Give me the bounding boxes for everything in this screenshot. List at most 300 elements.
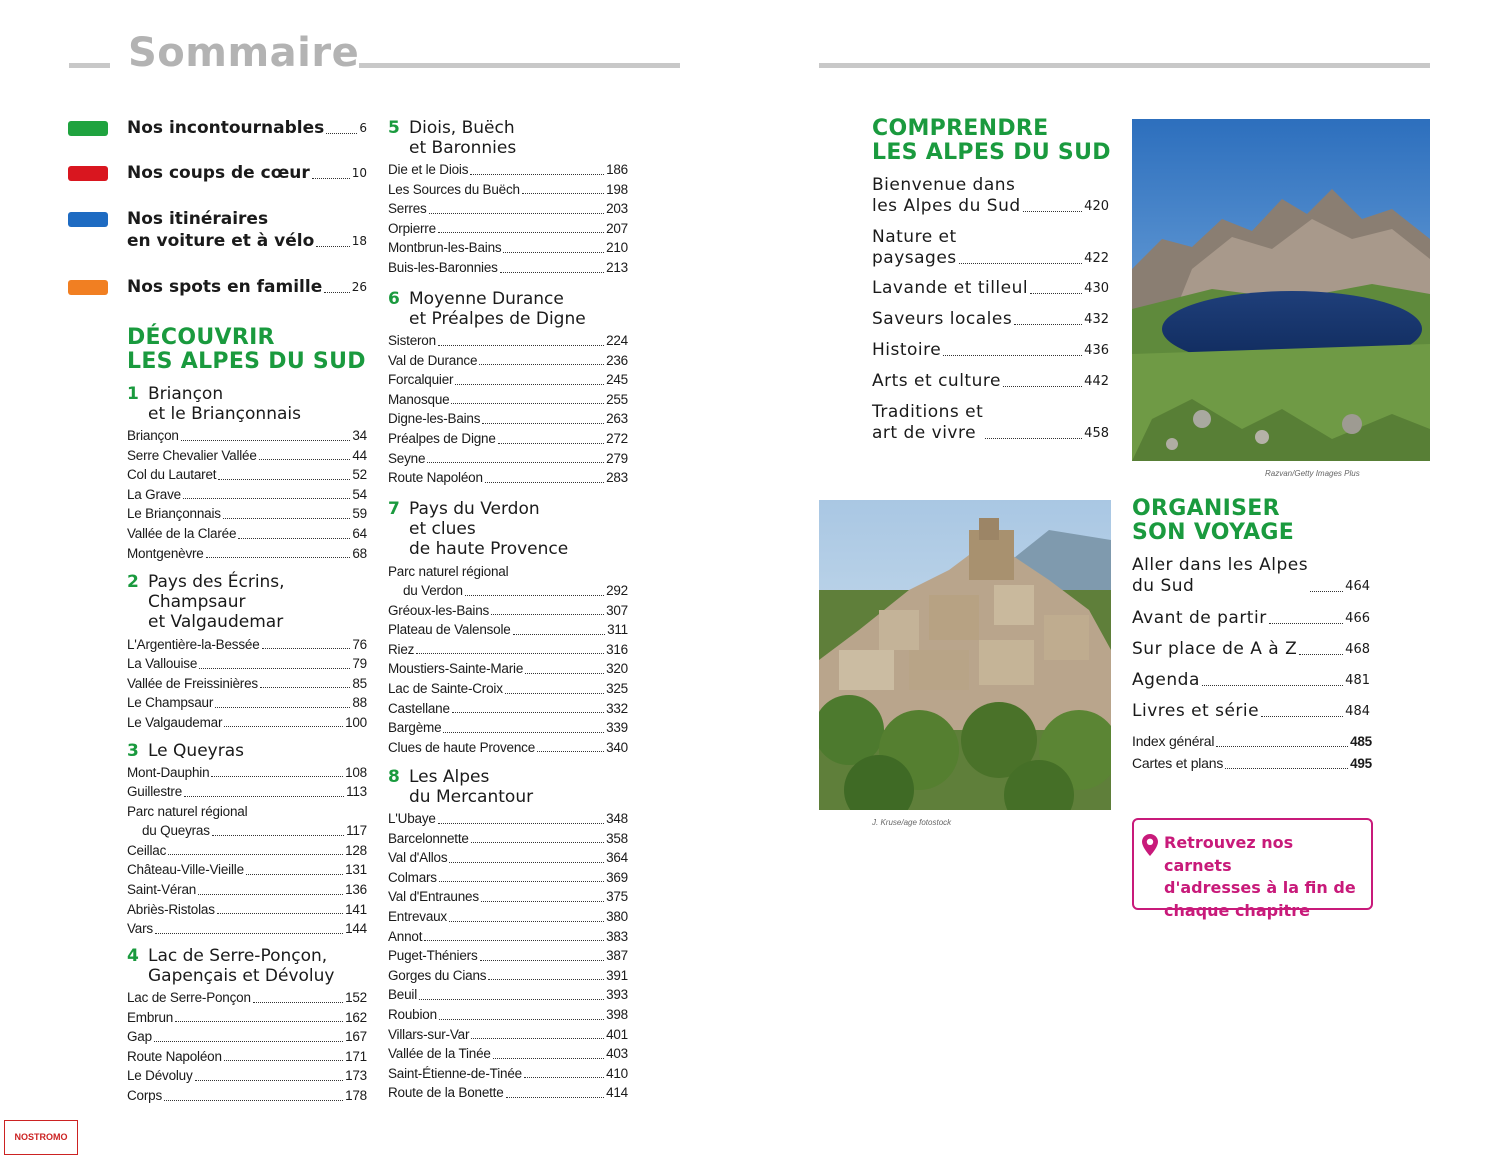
dot-leader: [223, 518, 351, 519]
dot-leader: [503, 252, 604, 253]
toc-entry-label: Serres: [388, 201, 427, 217]
toc-entry-label: [872, 309, 1012, 330]
toc-entry: [388, 848, 628, 868]
dot-leader: [465, 595, 604, 596]
dot-leader: [1225, 768, 1348, 769]
toc-entry: [388, 390, 628, 410]
toc-entry-label: Le Champsaur: [127, 695, 214, 711]
toc-entry: [388, 562, 628, 582]
toc-entry: [127, 763, 367, 783]
toc-entry-label: Route Napoléon: [127, 1048, 222, 1064]
toc-entry: [127, 1027, 367, 1047]
toc-entry-page: 141: [345, 901, 367, 917]
toc-entry: [388, 351, 628, 371]
dot-leader: [429, 213, 605, 214]
dot-leader: [1299, 654, 1343, 655]
toc-entry-label: du Queyras: [142, 823, 210, 839]
toc-entry-page: 64: [352, 525, 367, 541]
chapter-entries: [388, 331, 628, 488]
toc-entry: [127, 1047, 367, 1067]
chapter-title-line: et Valgaudemar: [148, 612, 284, 632]
dot-leader: [959, 263, 1082, 264]
highlight-incontournables: [68, 117, 368, 141]
toc-entry-label: Annot: [388, 928, 423, 944]
toc-entry-page: 332: [606, 700, 628, 716]
toc-entry: [872, 371, 1109, 392]
dot-leader: [206, 557, 351, 558]
toc-entry-label-line: les Alpes du Sud: [872, 196, 1021, 216]
toc-entry: [388, 1025, 628, 1045]
toc-entry-page: 307: [606, 602, 628, 618]
dot-leader: [438, 232, 604, 233]
toc-entry: [127, 880, 367, 900]
toc-entry-page: 224: [606, 333, 628, 348]
toc-entry: [127, 821, 367, 841]
toc-entry: [388, 581, 628, 601]
dot-leader: [488, 979, 604, 980]
toc-entry-label: Lac de Sainte-Croix: [388, 681, 503, 697]
toc-entry-page: 213: [606, 259, 628, 275]
toc-entry-label: Parc naturel régional: [388, 563, 509, 579]
toc-entry-label-line: Avant de partir: [1132, 608, 1267, 628]
dot-leader: [212, 835, 344, 836]
toc-entry-page: 393: [606, 987, 628, 1003]
toc-entry-label: L'Argentière-la-Bessée: [127, 636, 260, 652]
village-photo-credit: J. Kruse/age fotostock: [872, 818, 952, 827]
chapter-title-line: Moyenne Durance: [409, 289, 564, 309]
toc-entry-page: 171: [345, 1048, 367, 1064]
dot-leader: [525, 673, 604, 674]
toc-entry-label: Digne-les-Bains: [388, 411, 481, 427]
toc-entry-page: 178: [345, 1087, 367, 1103]
toc-entry: [1132, 639, 1370, 660]
toc-entry-page: 198: [606, 181, 628, 197]
toc-entry-label: Briançon: [127, 428, 179, 443]
toc-entry-label: Serre Chevalier Vallée: [127, 447, 257, 463]
toc-entry: [388, 219, 628, 239]
dot-leader: [419, 999, 604, 1000]
toc-entry: [127, 1086, 367, 1106]
dot-leader: [1014, 324, 1082, 325]
toc-entry-page: 340: [606, 739, 628, 755]
toc-entry-page: 495: [1350, 756, 1372, 771]
toc-entry-label: Orpierre: [388, 220, 436, 236]
toc-entry-page: 401: [606, 1026, 628, 1042]
toc-entry: [388, 829, 628, 849]
toc-entry-page: 152: [345, 990, 367, 1005]
toc-entry-page: 432: [1084, 312, 1109, 327]
header-rule-right: [819, 63, 1430, 68]
toc-entry-page: 263: [606, 411, 628, 427]
toc-entry-label: Puget-Théniers: [388, 948, 478, 964]
dot-leader: [1003, 386, 1082, 387]
dot-leader: [985, 438, 1082, 439]
dot-leader: [195, 1080, 344, 1081]
dot-leader: [943, 355, 1082, 356]
toc-entry-label: Bargème: [388, 720, 442, 736]
toc-entry-page: 364: [606, 850, 628, 866]
toc-entry-page: 375: [606, 889, 628, 905]
toc-entry-label: Lac de Serre-Ponçon: [127, 990, 251, 1005]
toc-entry: [388, 738, 628, 758]
dot-leader: [1023, 211, 1083, 212]
chapter-title-line: et clues: [409, 519, 476, 539]
toc-entry-label: Castellane: [388, 700, 450, 716]
address-note-box: [1132, 818, 1373, 920]
toc-entry-label: Entrevaux: [388, 908, 447, 924]
toc-entry: [872, 340, 1109, 361]
dot-leader: [224, 1060, 343, 1061]
toc-entry-label-line: du Sud: [1132, 576, 1195, 596]
dot-leader: [181, 440, 351, 441]
toc-entry-label: Gréoux-les-Bains: [388, 602, 490, 618]
red-bar-icon: [68, 166, 108, 181]
toc-entry: [388, 946, 628, 966]
toc-entry-label: Val de Durance: [388, 352, 478, 368]
toc-entry: [388, 679, 628, 699]
toc-entry-page: 380: [606, 908, 628, 924]
toc-entry: [127, 654, 367, 674]
toc-entry-label-line: Agenda: [1132, 670, 1200, 690]
toc-entry: [388, 601, 628, 621]
dot-leader: [155, 933, 343, 934]
note-line: d'adresses à la fin de: [1164, 878, 1356, 897]
toc-entry-label: Ceillac: [127, 842, 167, 858]
toc-entry-page: 131: [345, 862, 367, 878]
toc-entry-page: 458: [1084, 426, 1109, 441]
dot-leader: [455, 384, 604, 385]
lake-photo-illustration: [1132, 119, 1430, 461]
dot-leader: [1261, 716, 1343, 717]
toc-entry-label: Beuil: [388, 987, 418, 1003]
header-rule-middle: [359, 63, 680, 68]
toc-entry-page: 54: [352, 486, 367, 502]
nostromo-logo: NOSTROMO: [4, 1120, 78, 1155]
dot-leader: [224, 726, 343, 727]
toc-entry-page: 68: [352, 545, 367, 561]
chapter-entries: [127, 988, 367, 1106]
toc-entry-label-line: Lavande et tilleul: [872, 278, 1029, 298]
dot-leader: [1202, 685, 1343, 686]
toc-entry-page: 44: [352, 447, 367, 463]
toc-entry-label: Moustiers-Sainte-Marie: [388, 661, 524, 677]
toc-entry: [1132, 608, 1370, 629]
toc-entry-page: 207: [606, 220, 628, 236]
toc-entry: [127, 988, 367, 1008]
dot-leader: [506, 1097, 605, 1098]
toc-entry: [388, 180, 628, 200]
toc-entry: [127, 713, 367, 733]
toc-entry-page: 173: [345, 1068, 367, 1084]
orange-bar-icon: [68, 280, 108, 295]
toc-entry-label: Riez: [388, 641, 415, 657]
section-title-comprendre: COMPRENDRE LES ALPES DU SUD: [872, 116, 1111, 165]
toc-entry-label: [1132, 670, 1200, 691]
dot-leader: [443, 732, 604, 733]
dot-leader: [262, 648, 351, 649]
dot-leader: [238, 538, 350, 539]
toc-entry-label: Montbrun-les-Bains: [388, 240, 502, 256]
dot-leader: [482, 423, 604, 424]
dot-leader: [1216, 746, 1348, 747]
toc-entry-label-line: art de vivre: [872, 423, 977, 443]
toc-entry-label: Le Dévoluy: [127, 1068, 193, 1084]
toc-entry: [872, 309, 1109, 330]
highlight-famille: [68, 276, 368, 300]
dot-leader: [498, 443, 604, 444]
toc-entry-page: 203: [606, 201, 628, 217]
toc-entry-label-line: Nature et: [872, 227, 957, 247]
toc-entry-label: Guillestre: [127, 784, 183, 800]
toc-entry: [388, 449, 628, 469]
toc-entry: [127, 426, 367, 446]
toc-entry-label: Vallée de Freissinières: [127, 675, 258, 691]
chapter-entries: [388, 809, 628, 1103]
toc-entry: [388, 1083, 628, 1103]
toc-entry-label: Villars-sur-Var: [388, 1026, 470, 1042]
dot-leader: [199, 668, 350, 669]
dot-leader: [211, 776, 343, 777]
dot-leader: [471, 842, 604, 843]
toc-entry-label: [872, 175, 1021, 217]
toc-entry-page: 466: [1345, 611, 1370, 626]
dot-leader: [471, 1038, 604, 1039]
toc-entry-page: 100: [345, 714, 367, 730]
map-pin-icon: [1142, 834, 1158, 856]
toc-entry: [388, 199, 628, 219]
dot-leader: [154, 1041, 343, 1042]
chapter-heading: [127, 741, 367, 761]
toc-entry-label-line: Saveurs locales: [872, 309, 1013, 329]
toc-entry-page: 387: [606, 948, 628, 964]
toc-entry: [872, 175, 1109, 217]
toc-entry-label: [1132, 608, 1267, 629]
toc-entry-page: 128: [345, 842, 367, 858]
chapter-entries: [127, 635, 367, 733]
toc-entry: [127, 860, 367, 880]
toc-entry-page: 358: [606, 830, 628, 846]
toc-entry-page: 108: [345, 764, 367, 780]
toc-entry: [872, 278, 1109, 299]
toc-entry-label: Gap: [127, 1029, 152, 1045]
toc-entry-page: 414: [606, 1085, 628, 1101]
toc-entry-label: [1132, 639, 1297, 660]
toc-entry-page: 236: [606, 352, 628, 368]
toc-entry-label-line: Livres et série: [1132, 701, 1260, 721]
toc-entry: [872, 227, 1109, 269]
dot-leader: [175, 1021, 343, 1022]
chapter-number: 7: [388, 499, 400, 519]
toc-entry: [127, 635, 367, 655]
toc-entry-page: 283: [606, 470, 628, 486]
toc-entry-label: Route Napoléon: [388, 470, 483, 486]
chapter-entries: [388, 562, 628, 758]
toc-entry-page: 484: [1345, 704, 1370, 719]
village-photo-illustration: [819, 500, 1111, 810]
highlight-page: 10: [351, 166, 367, 180]
highlight-page: 18: [351, 234, 367, 248]
dot-leader: [246, 874, 343, 875]
toc-entry-label-line: Sur place de A à Z: [1132, 639, 1298, 659]
toc-entry-page: 464: [1345, 579, 1370, 594]
page-title: Sommaire: [128, 30, 360, 76]
toc-entry-page: 348: [606, 811, 628, 826]
toc-entry-label: Mont-Dauphin: [127, 764, 210, 780]
dot-leader: [505, 693, 604, 694]
highlight-page: 6: [359, 121, 367, 135]
toc-entry-label-line: paysages: [872, 248, 957, 268]
toc-entry-label: Château-Ville-Vieille: [127, 862, 244, 878]
village-photo: [819, 500, 1111, 810]
toc-entry: [1132, 754, 1372, 774]
toc-entry-label: La Vallouise: [127, 656, 198, 672]
toc-entry-page: 255: [606, 391, 628, 407]
highlight-label: Nos incontournables: [127, 118, 325, 138]
chapter-number: 4: [127, 946, 139, 966]
note-line: chaque chapitre: [1164, 900, 1310, 920]
toc-entry-page: 325: [606, 681, 628, 697]
toc-entry-page: 316: [606, 641, 628, 657]
toc-entry-label: Préalpes de Digne: [388, 430, 496, 446]
toc-entry-label: [872, 340, 941, 361]
chapter-title-line: Les Alpes: [409, 767, 490, 787]
chapter-title-line: Le Queyras: [148, 741, 244, 761]
dot-leader: [438, 345, 604, 346]
toc-entry-page: 136: [345, 882, 367, 898]
dot-leader: [522, 193, 604, 194]
toc-entry-page: 76: [352, 636, 367, 652]
toc-entry: [388, 907, 628, 927]
dot-leader: [485, 482, 604, 483]
toc-entry-page: 292: [606, 583, 628, 599]
toc-entry: [388, 868, 628, 888]
toc-entry: [127, 446, 367, 466]
chapter-title-line: et le Briançonnais: [148, 404, 301, 424]
toc-entry-label: Barcelonnette: [388, 830, 469, 846]
toc-entry-label: [1132, 701, 1259, 722]
dot-leader: [164, 1100, 343, 1101]
dot-leader: [198, 894, 343, 895]
toc-entry-page: 245: [606, 372, 628, 388]
dot-leader: [438, 823, 604, 824]
dot-leader: [183, 498, 350, 499]
blue-bar-icon: [68, 212, 108, 227]
toc-entry-page: 410: [606, 1065, 628, 1081]
dot-leader: [513, 634, 605, 635]
chapter-number: 6: [388, 289, 400, 309]
chapter-heading: [388, 767, 628, 807]
chapter-title-line: Pays du Verdon: [409, 499, 540, 519]
dot-leader: [1310, 591, 1343, 592]
toc-entry-label: Die et le Diois: [388, 162, 469, 177]
toc-entry-label: Gorges du Cians: [388, 967, 487, 983]
toc-entry-page: 279: [606, 450, 628, 466]
toc-entry: [388, 258, 628, 278]
highlight-label-line: Nos itinéraires: [127, 209, 269, 229]
chapter-number: 2: [127, 572, 139, 592]
toc-entry-label: Le Valgaudemar: [127, 714, 223, 730]
section-title-organiser: ORGANISER SON VOYAGE: [1132, 496, 1295, 545]
toc-entry-label: Cartes et plans: [1132, 755, 1224, 771]
note-line: Retrouvez nos carnets: [1164, 833, 1294, 875]
toc-entry-page: 311: [607, 622, 628, 638]
toc-entry-label: Abriès-Ristolas: [127, 901, 215, 917]
highlight-coups-de-coeur: [68, 162, 368, 186]
toc-entry: [127, 802, 367, 822]
dot-leader: [470, 174, 604, 175]
toc-entry: [872, 402, 1109, 444]
chapter-title-line: Gapençais et Dévoluy: [148, 966, 335, 986]
chapter-heading: [388, 289, 628, 329]
toc-entry-label: La Grave: [127, 486, 181, 502]
dot-leader: [481, 901, 604, 902]
dot-leader: [215, 707, 350, 708]
toc-entry-label: Manosque: [388, 391, 450, 407]
toc-entry: [388, 370, 628, 390]
toc-entry-page: 167: [345, 1029, 367, 1045]
dot-leader: [217, 913, 343, 914]
chapter-entries: [127, 426, 367, 563]
dot-leader: [537, 751, 604, 752]
toc-entry: [388, 809, 628, 829]
chapter-heading: [388, 499, 628, 559]
toc-entry-label: Vallée de la Tinée: [388, 1046, 491, 1062]
toc-entry: [388, 1044, 628, 1064]
toc-entry-label: Roubion: [388, 1006, 437, 1022]
toc-entry-label: Sisteron: [388, 333, 436, 348]
chapter-title-line: et Baronnies: [409, 138, 517, 158]
toc-entry-page: 272: [606, 430, 628, 446]
chapter-title-line: Lac de Serre-Ponçon,: [148, 946, 328, 966]
toc-entry-label: Route de la Bonette: [388, 1085, 504, 1101]
toc-entry: [127, 524, 367, 544]
chapter-number: 5: [388, 118, 400, 138]
toc-entry: [388, 718, 628, 738]
toc-entry-label: L'Ubaye: [388, 811, 436, 826]
toc-entry-page: 436: [1084, 343, 1109, 358]
toc-entry-page: 144: [345, 921, 367, 937]
toc-entry-label-line: Bienvenue dans: [872, 175, 1016, 195]
toc-entry: [127, 465, 367, 485]
toc-entry: [127, 504, 367, 524]
dot-leader: [449, 921, 604, 922]
toc-entry-page: 186: [606, 162, 628, 177]
toc-entry-page: 383: [606, 928, 628, 944]
toc-entry-label: Val d'Allos: [388, 850, 448, 866]
toc-entry-label: Corps: [127, 1087, 163, 1103]
toc-entry-label: Le Briançonnais: [127, 506, 221, 522]
dot-leader: [452, 712, 604, 713]
chapter-heading: [127, 384, 367, 424]
dot-leader: [259, 459, 351, 460]
toc-entry-page: 403: [606, 1046, 628, 1062]
chapter-entries: [388, 160, 628, 278]
toc-entry-page: 52: [352, 467, 367, 483]
section-title-decouvrir: DÉCOUVRIR LES ALPES DU SUD: [127, 325, 366, 374]
toc-entry: [388, 985, 628, 1005]
highlight-label: Nos coups de cœur: [127, 163, 310, 183]
toc-entry: [388, 409, 628, 429]
toc-entry-label: [872, 371, 1001, 392]
toc-entry-label: Seyne: [388, 450, 426, 466]
dot-leader: [479, 364, 604, 365]
chapter-heading: [127, 946, 367, 986]
toc-entry-page: 369: [606, 869, 628, 885]
dot-leader: [253, 1002, 343, 1003]
toc-entry: [388, 927, 628, 947]
toc-entry-label: Saint-Étienne-de-Tinée: [388, 1065, 522, 1081]
toc-entry-label: Val d'Entraunes: [388, 889, 479, 905]
